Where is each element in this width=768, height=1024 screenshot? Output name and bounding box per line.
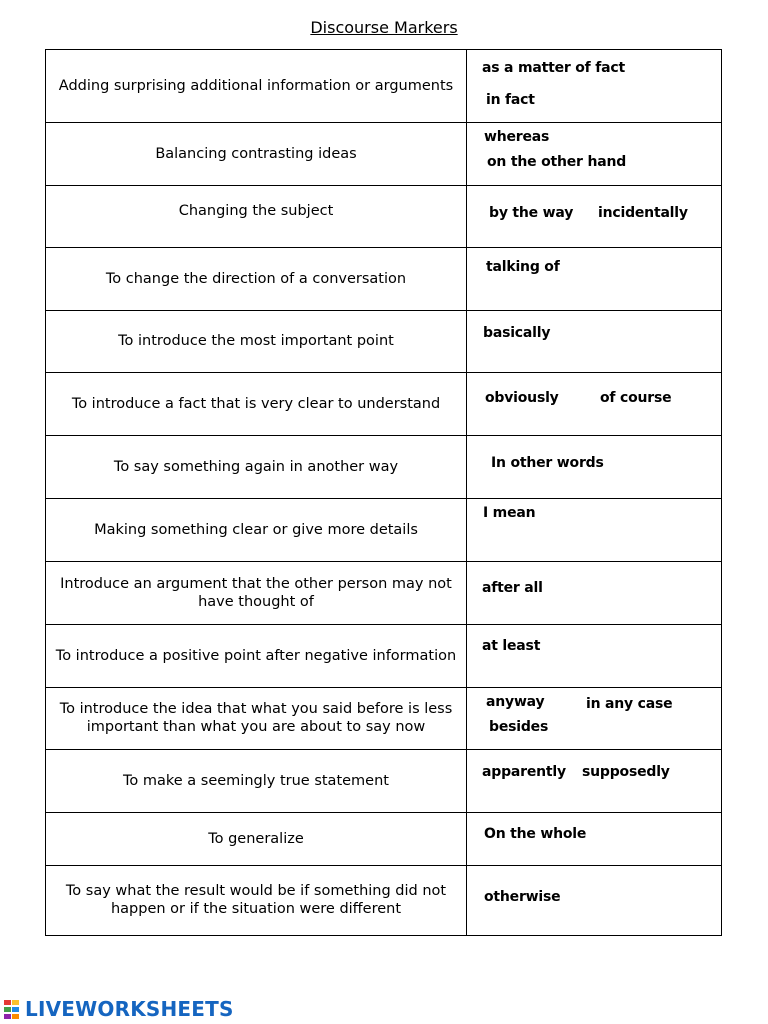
discourse-markers-table	[45, 49, 722, 936]
liveworksheets-logo-icon	[4, 998, 22, 1020]
marker-word: supposedly	[582, 764, 670, 780]
marker-word: on the other hand	[487, 154, 627, 170]
column-divider	[466, 435, 467, 498]
column-divider	[466, 498, 467, 561]
column-divider	[466, 561, 467, 624]
marker-word: whereas	[484, 129, 550, 145]
table-row	[46, 50, 721, 123]
row-description: To introduce the most important point	[118, 333, 394, 349]
column-divider	[466, 372, 467, 435]
column-divider	[466, 122, 467, 185]
marker-word: In other words	[491, 455, 604, 471]
table-row	[46, 310, 721, 373]
row-description: To make a seemingly true statement	[123, 772, 389, 789]
column-divider	[466, 50, 467, 122]
liveworksheets-logo	[4, 996, 234, 1022]
table-row	[46, 812, 721, 866]
row-description: To introduce the idea that what you said before is less important than what you are about to say now	[59, 701, 453, 735]
table-row	[46, 865, 721, 935]
marker-word: talking of	[486, 259, 560, 275]
marker-word: by the way	[489, 205, 574, 221]
marker-word: at least	[482, 638, 541, 654]
marker-word: in any case	[586, 696, 673, 712]
marker-word: I mean	[483, 505, 536, 521]
table-row	[46, 247, 721, 311]
column-divider	[466, 865, 467, 935]
marker-word: On the whole	[484, 826, 587, 842]
marker-word: otherwise	[484, 889, 561, 905]
row-description: To say something again in another way	[113, 458, 399, 475]
table-row	[46, 624, 721, 688]
column-divider	[466, 687, 467, 749]
table-row	[46, 435, 721, 499]
table-row	[46, 749, 721, 813]
row-description: Adding surprising additional information or arguments	[58, 78, 454, 94]
row-description: To generalize	[208, 830, 304, 847]
column-divider	[466, 812, 467, 865]
marker-word: of course	[600, 390, 672, 406]
column-divider	[466, 749, 467, 812]
table-row	[46, 185, 721, 248]
marker-word: besides	[489, 719, 549, 735]
row-description: To introduce a fact that is very clear to understand	[71, 395, 441, 412]
column-divider	[466, 624, 467, 687]
row-description: Balancing contrasting ideas	[155, 145, 357, 162]
marker-word: basically	[483, 325, 551, 341]
row-description: To say what the result would be if something did not happen or if the situation were different	[65, 883, 447, 917]
table-row	[46, 498, 721, 562]
table-row	[46, 372, 721, 436]
row-description: Changing the subject	[178, 203, 334, 219]
marker-word: anyway	[486, 694, 545, 710]
marker-word: as a matter of fact	[482, 60, 625, 76]
table-row	[46, 687, 721, 750]
table-row	[46, 561, 721, 625]
marker-word: apparently	[482, 764, 566, 780]
logo-text: LIVEWORKSHEETS	[25, 997, 234, 1021]
row-description: To introduce a positive point after negative information	[55, 647, 457, 664]
marker-word: incidentally	[598, 205, 688, 221]
column-divider	[466, 310, 467, 372]
row-description: Making something clear or give more details	[94, 521, 418, 538]
column-divider	[466, 185, 467, 247]
marker-word: obviously	[485, 390, 559, 406]
page-title: Discourse Markers	[310, 18, 458, 37]
table-row	[46, 122, 721, 186]
marker-word: after all	[482, 580, 543, 596]
column-divider	[466, 247, 467, 310]
marker-word: in fact	[486, 92, 535, 108]
row-description: To change the direction of a conversation	[105, 270, 407, 287]
row-description: Introduce an argument that the other person may not have thought of	[60, 575, 452, 610]
